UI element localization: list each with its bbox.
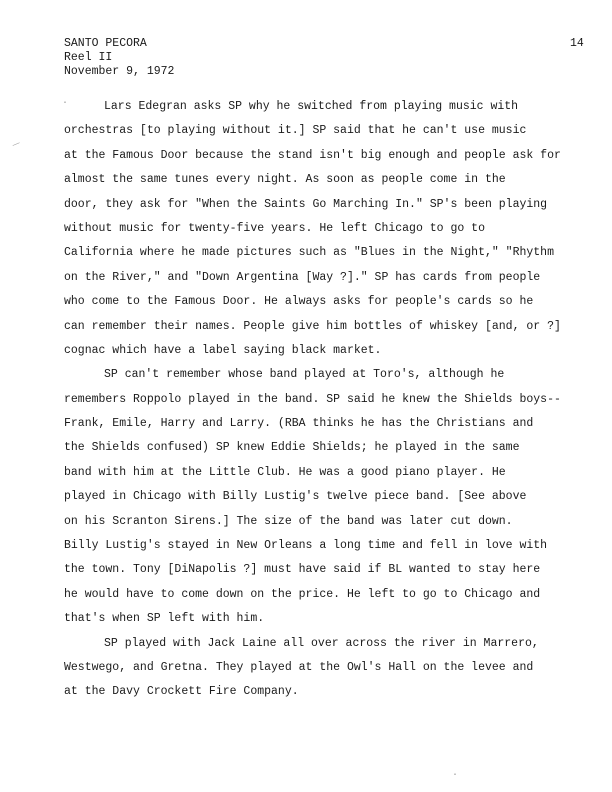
paragraph-2-line-8: Billy Lustig's stayed in New Orleans a long time and fell in love with (64, 539, 548, 553)
paragraph-2-line-6: played in Chicago with Billy Lustig's twelve piece band. [See above (64, 490, 527, 504)
paragraph-2-line-2: remembers Roppolo played in the band. SP said he knew the Shields boys-- (64, 392, 561, 406)
interview-date: November 9, 1972 (64, 65, 175, 78)
paragraph-1-line-3: at the Famous Door because the stand isn't big enough and people ask for (64, 148, 561, 162)
paragraph-1-line-10: can remember their names. People give him bottles of whiskey [and, or ?] (64, 319, 561, 333)
paragraph-3-line-2: Westwego, and Gretna. They played at the Owl's Hall on the levee and (64, 660, 534, 674)
interviewee-name: SANTO PECORA (64, 37, 147, 50)
paragraph-1-line-2: orchestras [to playing without it.] SP said that he can't use music (64, 124, 527, 138)
paragraph-3-line-3: at the Davy Crockett Fire Company. (64, 685, 299, 699)
transcript-body (64, 95, 576, 705)
paragraph-1-line-6: without music for twenty-five years. He left Chicago to go to (64, 221, 485, 235)
paragraph-2-line-1: SP can't remember whose band played at Toro's, although he (104, 368, 505, 382)
paragraph-2-line-4: the Shields confused) SP knew Eddie Shields; he played in the same (64, 441, 520, 455)
page-header (64, 37, 174, 79)
paragraph-3-line-1: SP played with Jack Laine all over across the river in Marrero, (104, 636, 539, 650)
scan-speck-mark: · (62, 98, 69, 109)
page-number: 14 (570, 37, 584, 50)
paragraph-1-line-11: cognac which have a label saying black market. (64, 343, 382, 357)
paragraph-2-line-5: band with him at the Little Club. He was a good piano player. He (64, 465, 506, 479)
paragraph-2-line-7: on his Scranton Sirens.] The size of the band was later cut down. (64, 514, 513, 528)
scan-dot-mark: · (452, 770, 459, 781)
paragraph-1-line-7: California where he made pictures such as "Blues in the Night," "Rhythm (64, 246, 554, 260)
paragraph-1-line-9: who come to the Famous Door. He always asks for people's cards so he (64, 295, 534, 309)
paragraph-2-line-3: Frank, Emile, Harry and Larry. (RBA thinks he has the Christians and (64, 417, 534, 431)
paragraph-1-line-8: on the River," and "Down Argentina [Way ?]." SP has cards from people (64, 270, 541, 284)
scan-smudge-mark: ⁄ (9, 139, 21, 152)
paragraph-2-line-10: he would have to come down on the price. He left to go to Chicago and (64, 587, 541, 601)
reel-label: Reel II (64, 51, 113, 64)
paragraph-1-line-1: Lars Edegran asks SP why he switched from playing music with (104, 100, 519, 113)
paragraph-1-line-4: almost the same tunes every night. As soon as people come in the (64, 173, 506, 187)
paragraph-2-line-9: the town. Tony [DiNapolis ?] must have said if BL wanted to stay here (64, 563, 541, 577)
paragraph-2-line-11: that's when SP left with him. (64, 612, 265, 626)
paragraph-1-line-5: door, they ask for "When the Saints Go Marching In." SP's been playing (64, 197, 548, 211)
